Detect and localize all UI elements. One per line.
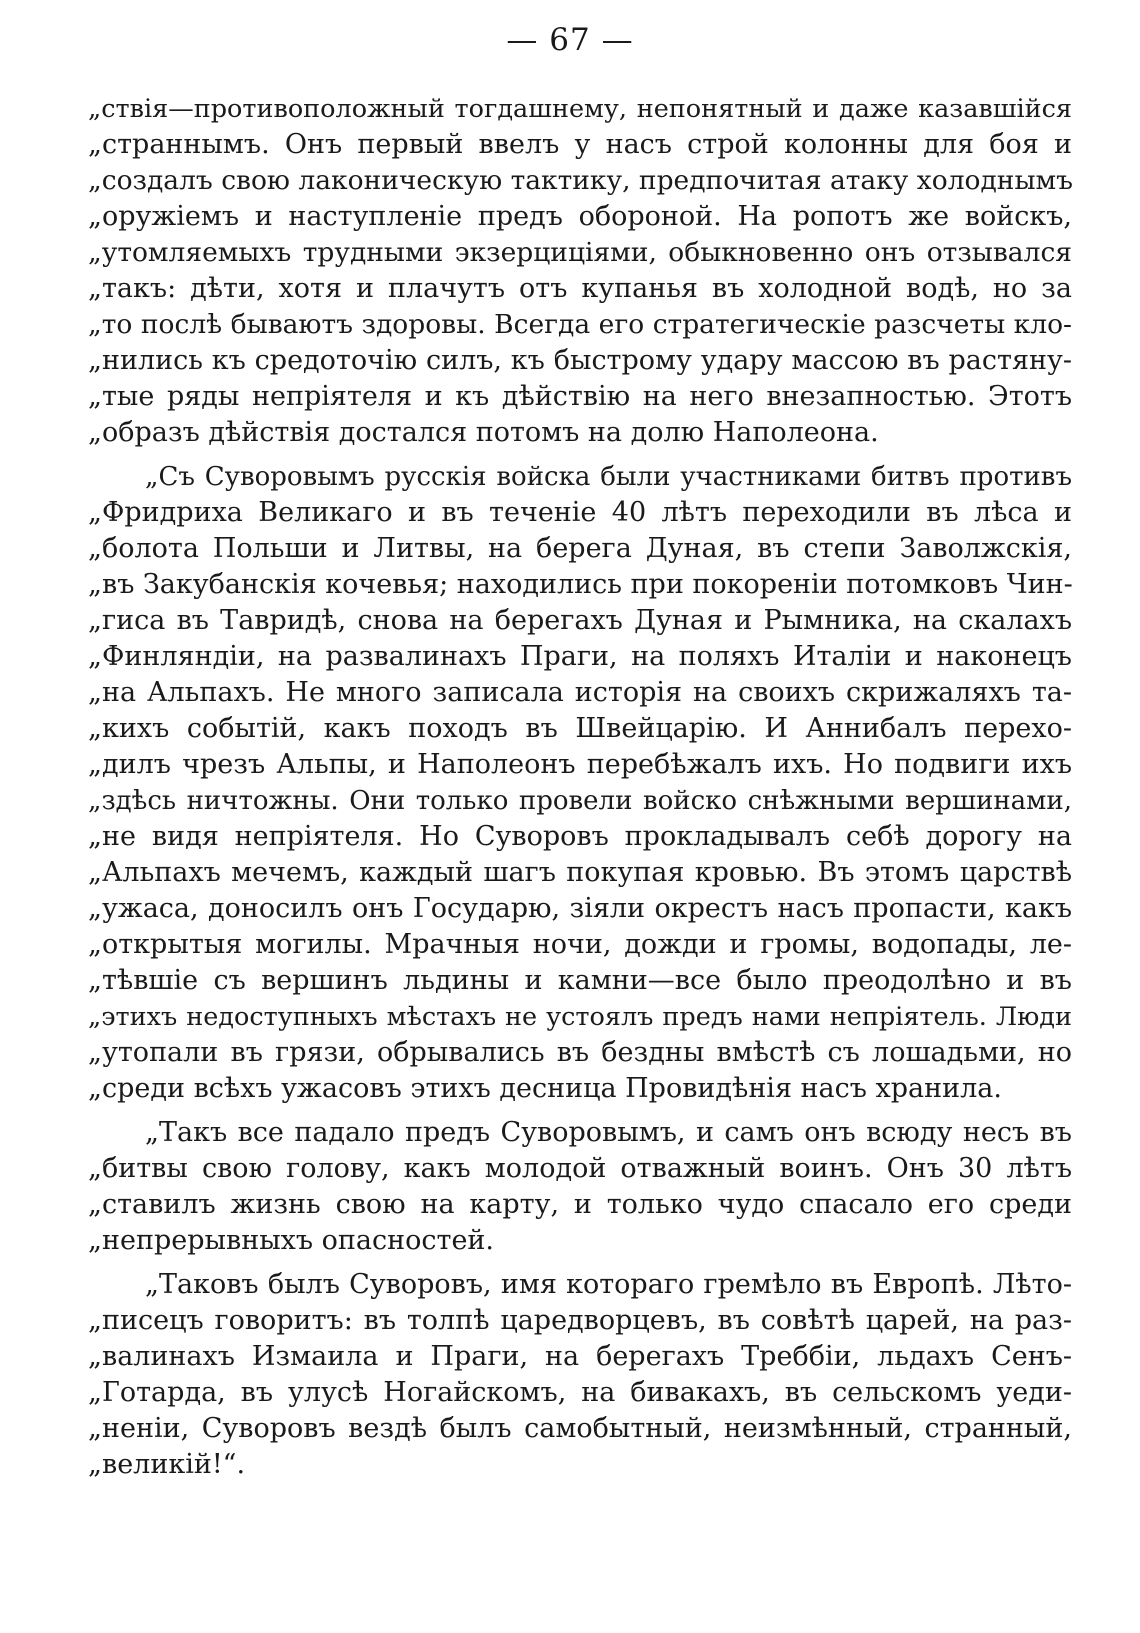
- text-line: „болота Польши и Литвы, на берега Дуная, въ степи Заволжскія,: [88, 533, 1072, 564]
- text-line: „тѣвшіе съ вершинъ льдины и камни—все было преодолѣно и въ: [88, 965, 1072, 996]
- text-line: „не видя непріятеля. Но Суворовъ прокладывалъ себѣ дорогу на: [88, 821, 1072, 852]
- text-line: „великій!“.: [88, 1449, 246, 1480]
- text-line: „непрерывныхъ опасностей.: [88, 1225, 495, 1256]
- text-line: „битвы свою голову, какъ молодой отважный воинъ. Онъ 30 лѣтъ: [88, 1153, 1072, 1184]
- text-line: „на Альпахъ. Не много записала исторія на своихъ скрижаляхъ та-: [88, 677, 1072, 708]
- text-line: „гиса въ Тавридѣ, снова на берегахъ Дуная и Рымника, на скалахъ: [88, 605, 1072, 636]
- text-line: „неніи, Суворовъ вездѣ былъ самобытный, неизмѣнный, странный,: [88, 1413, 1072, 1444]
- text-line: „образъ дѣйствія достался потомъ на долю Наполеона.: [88, 417, 879, 448]
- text-line: „Такъ все падало предъ Суворовымъ, и самъ онъ всюду несъ въ: [145, 1117, 1072, 1148]
- text-line: „ставилъ жизнь свою на карту, и только чудо спасало его среди: [88, 1189, 1072, 1220]
- text-line: „этихъ недоступныхъ мѣстахъ не устоялъ предъ нами непріятель. Люди: [88, 1002, 1072, 1032]
- text-line: „ствія—противоположный тогдашнему, непонятный и даже казавшійся: [88, 94, 1072, 124]
- text-line: „въ Закубанскія кочевья; находились при покореніи потомковъ Чин-: [88, 569, 1073, 600]
- page-number: — 67 —: [506, 22, 634, 58]
- text-line: „валинахъ Измаила и Праги, на берегахъ Треббіи, льдахъ Сенъ-: [88, 1341, 1072, 1372]
- text-line: „писецъ говоритъ: въ толпѣ царедворцевъ, въ совѣтѣ царей, на раз-: [88, 1305, 1072, 1336]
- text-line: „то послѣ бываютъ здоровы. Всегда его стратегическіе разсчеты кло-: [88, 309, 1072, 340]
- text-line: „страннымъ. Онъ первый ввелъ у насъ строй колонны для боя и: [88, 129, 1072, 160]
- text-line: „Таковъ былъ Суворовъ, имя котораго гремѣло въ Европѣ. Лѣто-: [145, 1269, 1072, 1300]
- text-line: „открытыя могилы. Мрачныя ночи, дожди и громы, водопады, ле-: [88, 929, 1072, 960]
- text-line: „Финляндіи, на развалинахъ Праги, на поляхъ Италіи и наконецъ: [88, 641, 1072, 672]
- text-line: „нились къ средоточію силъ, къ быстрому удару массою въ растяну-: [88, 345, 1072, 376]
- text-line: „Фридриха Великаго и въ теченіе 40 лѣтъ переходили въ лѣса и: [88, 497, 1072, 528]
- text-line: „тые ряды непріятеля и къ дѣйствію на него внезапностью. Этотъ: [88, 381, 1072, 412]
- text-line: „кихъ событій, какъ походъ въ Швейцарію. И Аннибалъ перехо-: [88, 713, 1072, 744]
- text-line: „оружіемъ и наступленіе предъ обороной. На ропотъ же войскъ,: [88, 201, 1072, 232]
- text-line: „Альпахъ мечемъ, каждый шагъ покупая кровью. Въ этомъ царствѣ: [88, 857, 1072, 888]
- text-line: „Съ Суворовымъ русскія войска были участниками битвъ противъ: [145, 462, 1072, 492]
- text-line: „дилъ чрезъ Альпы, и Наполеонъ перебѣжалъ ихъ. Но подвиги ихъ: [88, 749, 1072, 780]
- text-line: „утопали въ грязи, обрывались въ бездны вмѣстѣ съ лошадьми, но: [88, 1037, 1072, 1068]
- text-line: „Готарда, въ улусѣ Ногайскомъ, на бивакахъ, въ сельскомъ уеди-: [88, 1377, 1072, 1408]
- text-line: „ужаса, доносилъ онъ Государю, зіяли окрестъ насъ пропасти, какъ: [88, 893, 1072, 924]
- text-line: „такъ: дѣти, хотя и плачутъ отъ купанья въ холодной водѣ, но за: [88, 273, 1072, 304]
- text-line: „утомляемыхъ трудными экзерциціями, обыкновенно онъ отзывался: [88, 237, 1072, 268]
- text-line: „создалъ свою лаконическую тактику, предпочитая атаку холоднымъ: [88, 165, 1074, 196]
- text-line: „среди всѣхъ ужасовъ этихъ десница Провидѣнія насъ хранила.: [88, 1073, 1002, 1104]
- text-line: „здѣсь ничтожны. Они только провели войско снѣжными вершинами,: [88, 786, 1072, 816]
